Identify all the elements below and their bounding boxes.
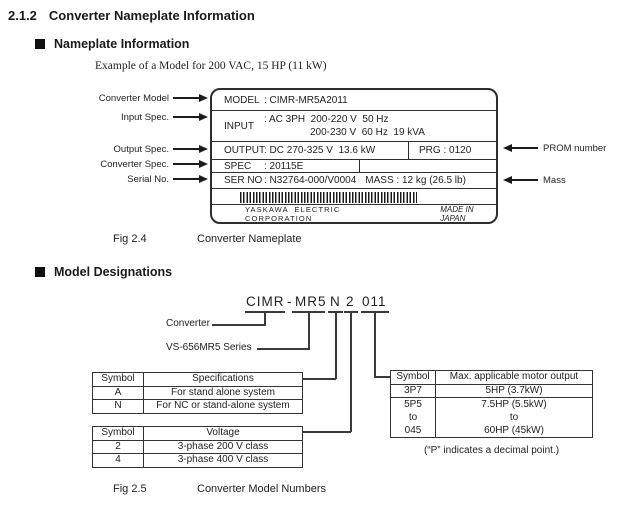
model-seg-2: 2	[346, 294, 355, 309]
cell-symbol: A	[93, 386, 144, 400]
arrow-left-icon	[503, 144, 538, 152]
figure-title: Converter Model Numbers	[197, 483, 326, 495]
cell-symbol: 3P7	[391, 384, 436, 398]
callout-label: Input Spec.	[120, 111, 169, 123]
plate-value-line2: 200-230 V 60 Hz 19 kVA	[310, 127, 425, 138]
col-header-symbol: Symbol	[391, 371, 436, 385]
table-row	[93, 400, 303, 414]
heading-label: Nameplate Information	[54, 37, 190, 51]
connector-line	[264, 311, 266, 325]
col-header-motor-output: Max. applicable motor output	[436, 371, 593, 385]
label-converter: Converter	[166, 318, 210, 329]
prom-number-cell	[408, 142, 471, 159]
plate-label: OUTPUT	[224, 145, 266, 156]
table-row	[93, 386, 303, 400]
arrow-right-icon	[173, 94, 208, 102]
connector-line	[335, 311, 337, 379]
callout-input-spec	[60, 111, 208, 123]
nameplate-section-heading	[35, 37, 189, 51]
plate-row-output	[212, 142, 496, 160]
callout-label: Converter Spec.	[100, 158, 169, 170]
table-header-row	[391, 371, 593, 385]
figure-caption-2-4	[113, 233, 302, 245]
plate-label: MODEL	[224, 94, 260, 106]
connector-line	[308, 311, 310, 349]
arrow-left-icon	[503, 176, 538, 184]
barcode	[240, 192, 417, 203]
model-seg-cimr: CIMR	[246, 294, 285, 309]
square-bullet-icon	[35, 39, 45, 49]
figure-tag: Fig 2.4	[113, 233, 147, 245]
plate-label: SER NO	[224, 175, 263, 186]
specifications-table	[92, 372, 303, 414]
connector-line	[374, 376, 391, 378]
cell-value: 5HP (3.7kW)	[436, 384, 593, 398]
heading-label: Model Designations	[54, 265, 173, 279]
plate-row-input	[212, 111, 496, 142]
company-name: YASKAWA ELECTRIC CORPORATION	[245, 204, 341, 223]
table-row	[93, 440, 303, 454]
callout-output-spec	[60, 143, 208, 155]
cell-symbol: 4	[93, 454, 144, 468]
plate-value: : AC 3PH 200-220 V 50 Hz	[264, 114, 389, 125]
cell-value: For stand alone system	[144, 386, 303, 400]
plate-row-footer	[212, 205, 496, 222]
section-title: Converter Nameplate Information	[48, 8, 255, 23]
page-title	[8, 8, 255, 23]
cell-value: 3-phase 200 V class	[144, 440, 303, 454]
cell-value-range	[436, 398, 593, 438]
table-row-range	[391, 398, 593, 438]
connector-line	[374, 311, 376, 377]
table-row	[391, 384, 593, 398]
mass-value: MASS : 12 kg (26.5 lb)	[365, 175, 466, 186]
arrow-right-icon	[173, 175, 208, 183]
plate-row-barcode	[212, 189, 496, 205]
callout-label: Serial No.	[127, 173, 169, 185]
plate-row-serno	[212, 173, 496, 189]
cell-value: 3-phase 400 V class	[144, 454, 303, 468]
connector-line	[212, 324, 266, 326]
connector-line	[257, 348, 310, 350]
made-in-label: MADE IN JAPAN	[440, 204, 474, 223]
col-header-specifications: Specifications	[144, 373, 303, 387]
figure-title: Converter Nameplate	[197, 233, 302, 245]
callout-label: Mass	[543, 174, 566, 186]
range-line: to	[408, 412, 418, 423]
arrow-right-icon	[173, 113, 208, 121]
table-row	[93, 454, 303, 468]
range-line: 60HP (45kW)	[484, 425, 544, 436]
callout-converter-spec	[60, 158, 208, 170]
callout-label: PROM number	[543, 142, 607, 154]
section-number: 2.1.2	[8, 8, 37, 23]
col-header-voltage: Voltage	[144, 427, 303, 441]
range-line: 5P5	[404, 399, 422, 410]
plate-value: : 20115E	[264, 160, 304, 172]
connector-line	[350, 311, 352, 432]
cell-symbol: 2	[93, 440, 144, 454]
plate-value: : CIMR-MR5A2011	[264, 94, 348, 106]
model-section-heading	[35, 265, 172, 279]
plate-row-model	[212, 90, 496, 111]
model-seg-dash: -	[287, 294, 293, 309]
voltage-table	[92, 426, 303, 468]
callout-mass	[503, 174, 566, 186]
plate-value: : N32764-000/V0004	[264, 175, 357, 186]
example-caption: Example of a Model for 200 VAC, 15 HP (11 kW)	[95, 60, 327, 72]
cell-symbol-range	[391, 398, 436, 438]
plate-label: SPEC	[224, 160, 252, 172]
range-line: to	[509, 412, 519, 423]
callout-converter-model	[60, 92, 208, 104]
range-line: 045	[404, 425, 422, 436]
col-header-symbol: Symbol	[93, 427, 144, 441]
range-line: 7.5HP (5.5kW)	[481, 399, 547, 410]
figure-caption-2-5	[113, 483, 326, 495]
prg-value: PRG : 0120	[419, 145, 472, 156]
square-bullet-icon	[35, 267, 45, 277]
decimal-point-note: (“P” indicates a decimal point.)	[423, 445, 560, 456]
arrow-right-icon	[173, 160, 208, 168]
cell-value: For NC or stand-alone system	[144, 400, 303, 414]
spec-empty-cell	[359, 160, 370, 172]
figure-tag: Fig 2.5	[113, 483, 147, 495]
arrow-right-icon	[173, 145, 208, 153]
connector-line	[303, 431, 351, 433]
plate-value: : DC 270-325 V 13.6 kW	[264, 145, 376, 156]
converter-nameplate	[210, 88, 498, 224]
table-header-row	[93, 373, 303, 387]
plate-row-spec	[212, 160, 496, 173]
callout-label: Converter Model	[98, 92, 169, 104]
plate-label: INPUT	[224, 120, 254, 132]
cell-symbol: N	[93, 400, 144, 414]
model-seg-011: 011	[362, 294, 387, 309]
callout-serial-no	[60, 173, 208, 185]
label-series: VS-656MR5 Series	[166, 342, 252, 353]
callout-prom-number	[503, 142, 606, 154]
col-header-symbol: Symbol	[93, 373, 144, 387]
model-seg-mr5: MR5	[295, 294, 327, 309]
callout-label: Output Spec.	[113, 143, 169, 155]
table-header-row	[93, 427, 303, 441]
model-seg-n: N	[330, 294, 341, 309]
motor-output-table	[390, 370, 593, 438]
connector-line	[303, 378, 336, 380]
